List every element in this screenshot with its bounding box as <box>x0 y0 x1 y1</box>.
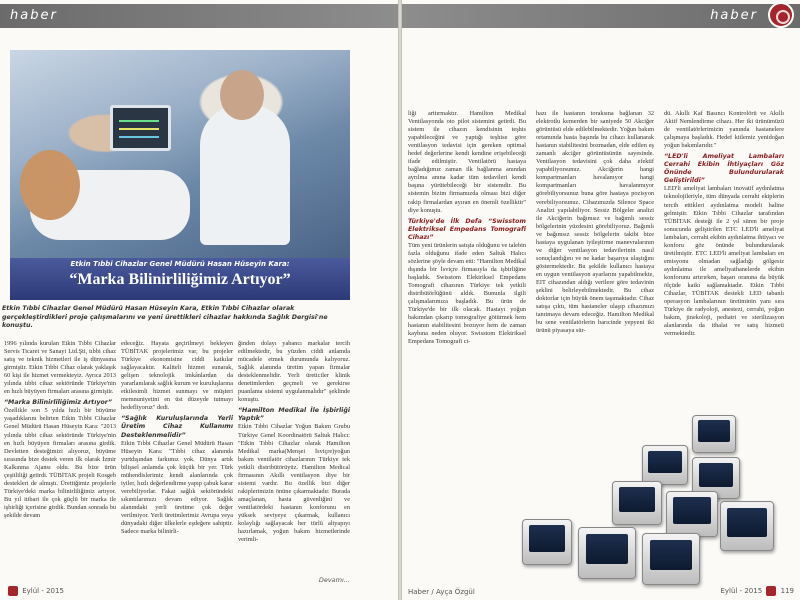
section-header-right <box>402 4 800 28</box>
paragraph: LED'li ameliyat lambaları inovatif aydınlatma teknolojileriyle, tüm dünyada cerrahi ekiplerin tercih ettikleri aydınlatma modeli haline gelmiştir. Etkin Tıbbi Cihazlar tarafından TÜBİTAK desteği ile 2 yıl süren bir proje sonucunda geliştirilen ETC LED'li ameliyat lambaları, cerrahi ekibin aydınlatma ihtiyacı ve konforu göz önünde bulundurularak üretilmiştir. ETC LED'li ameliyat lambaları en emisyonu olmadan sağladığı gölgesiz aydınlatma ile ameliyathanelerde ekibin konforunu artırırken, başarı oranına da büyük ölçüde katkı sağlamaktadır. Etkin Tıbbi Cihazlar, TÜBİTAK destekli LED tabanlı operasyon lambalarının üretiminin yanı sıra Türkiye de radyoloji, anestezi, cerrahi, yoğun bakım, jinekoloji, pediatri ve sterilizasyon alanlarında da ithalat ve satış hizmeti vermektedir. <box>664 185 784 338</box>
monitor-device <box>522 519 572 565</box>
nurse-figure <box>20 150 80 220</box>
page-marker-icon <box>766 586 776 596</box>
right-column-3 <box>664 110 784 338</box>
left-page <box>0 0 398 600</box>
monitor-device <box>720 501 774 551</box>
left-column-3 <box>238 340 350 544</box>
paragraph: Etkin Tıbbi Cihazlar Genel Müdürü Hasan Hüseyin Kara: "Tıbbi cihaz alanında yurtdışından farkımız yok. Dünya artık bilişsel anlamda çok küçük bir yer. Türk mühendislerimiz kendi alanlarında çok iyiler, hızlı değerlendirme yapıp çabuk karar verebiliyorlar. Fakat sağlık sektöründeki sıkıntılarımızı devam ediyor. Sağlık alanındaki yerli üretime çok değer verilmiyor. Yerli üretimlerimiz Avrupa veya dünyadaki diğer ülkelerle eşdeğere sahiptir. Sadece marka bilinirli- <box>121 439 233 536</box>
subheading: “Hamilton Medikal İle İşbirliği Yaptık” <box>238 407 350 423</box>
patient-monitor <box>110 105 171 151</box>
product-photo-monitors <box>502 415 782 585</box>
monitor-device <box>642 533 700 585</box>
banner-subtitle: Etkin Tıbbi Cihazlar Genel Müdürü Hasan Hüseyin Kara: <box>70 260 290 268</box>
doctor-head <box>220 70 264 120</box>
article-lede: Etkin Tıbbi Cihazlar Genel Müdürü Hasan Hüseyin Kara, Etkin Tıbbi Cihazlar olarak gerçekleştirdikleri proje çalışmalarını ve yeni ürettikleri cihazlar hakkında Sağlık Dergisi'ne konuştu. <box>2 305 328 329</box>
subheading: “LED'li Ameliyat Lambaları Cerrahi Ekibin İhtiyaçları Göz Önünde Bulundurularak Geliştirildi” <box>664 153 784 185</box>
right-page <box>402 0 800 600</box>
monitor-device <box>692 415 736 453</box>
paragraph: hazı ile hastanın toraksına bağlanan 32 elektrotlu kemerden bir saniyede 50 Akciğer görüntüsü elde edilebilmektedir. Yoğun bakım ortamında hasta başında bu cihazı kullanarak hastanın stabilitesini bozmadan, elde edilen eş zamanlı akciğer görüntüsünün sayesinde. Ventilasyon tedavisini çok daha efektif yapabiliyorsunuz. Akciğerin hangi kompartmanları havalanıyor hangi kompartmanları havalanmıyor görebiliyorsunuz buna göre hastaya pozisyon verebiliyorsunuz. Cihazımızda Silence Space Analizi yapılabiliyor. Sessiz Bölgeler analizi ile Akciğerin bağımsız ve bağımlı sessiz bölgelerinin yüzdesini görebiliyoruz. Bağımlı ve bağımsız sessiz bölgelerin takibi bize hastaya uygulanan iyileştirme manevralarının ve diğer ventilasyon tedavilerinin nasıl sonuçlandığını ve ne kadar başarıya ulaştığını göstermektedir. Bu şekilde kullanıcı hastaya en uygun ventilasyon ayarlarını yapabilmekte, EIT cihazından aldığı verilere göre tedavinin şeklini belirleyebilmektedir. Bu cihaz doktorlar için büyük önem taşımaktadır. Cihaz satışa çıktı, tüm hastaneler ulaşıp cihazımızı tanıtmaya devam edeceğiz. Hamilton Medikal bu sene ventilatörlerin barıcinde yepyeni iki ürünü piyasaya sür- <box>536 110 654 335</box>
byline: Haber / Ayça Özgül <box>408 588 475 596</box>
magazine-logo-icon <box>768 2 794 28</box>
doctor-figure <box>200 105 290 245</box>
continue-link[interactable]: Devamı... <box>318 576 350 584</box>
subheading: Türkiye'de İlk Defa “Swisstom Elektriksel Empedans Tomografi Cihazı” <box>408 217 526 241</box>
monitor-device <box>666 491 718 537</box>
article-title-banner <box>10 258 350 300</box>
article-title: “Marka Bilinirliliğimiz Artıyor” <box>69 271 291 288</box>
subheading: “Marka Bilinirliliğimiz Artıyor” <box>4 399 113 407</box>
paragraph: Etkin Tıbbi Cihazlar Yoğun Bakım Grubu Türkiye Genel Koordinatörü Saltuk Halıcı: "Etkin Tıbbi Cihazlar olarak Hamilton Medikal marka(Menşei İsviçre)yoğun bakım ventilatör cihazlarının Türkiye tek yetkili distribütörüyüz. Hamilton Medical firmasının Akıllı ventilasyon diye bir sistemi vardır. Bu özellik bizi diğer rakiplerimizin önüne çıkarmaktadır. Burada amaçlanan, hasta güvenliğini ve ventilatördeki hastanın konforunu en yüksek seviyeye çıkarmak, kullanıcı kolaylığı sağlayacak her türlü altyapıyı hazırlamak, yoğun bakım hizmetlerinde verimli- <box>238 423 350 544</box>
left-column-1 <box>4 340 116 520</box>
right-column-1 <box>408 110 526 346</box>
paragraph: Tüm yeni ürünlerin satışta olduğunu ve talebin fazla olduğunu ifade eden Saltuk Halıcı sözlerine şöyle devam etti: "Hamilton Medikal dışında bir İsviçre firmasıyla da işbirliğine başladık. Swisstom Elektriksel Empedans Tomografi cihazının Türkiye tek yetkili distribütörlüğünü aldık. Bununla ilgili çalışmalarımıza başladık. Bu ürün de Türkiye'de bir ilk olacak. Hastayı yoğun bakımdan çıkarıp tomografiye götürmek hem hastanın stabilitesini bozuyor hem de zaman kaybına neden oluyor. Swisstom Elektriksel Empedans Tomografi ci- <box>408 241 526 346</box>
left-column-2 <box>121 340 233 536</box>
paragraph: Özellikle son 5 yılda hızlı bir büyüme yaşadıklarını belirten Etkin Tıbbi Cihazlar Genel Müdürü Hasan Hüseyin Kara: "2013 yılında tıbbi cihaz sektöründe Türkiye'nin en hızlı büyüyen firmaları arasına girdik. Devletten desteğimizi alıyoruz, büyüme sırasında bize destek veren ilk olarak İzmir Kalkınma Ajansı oldu. Bu bize ürün çeşitliliği getirdi. TÜBİTAK projeli Kosgeb destekleri de almıştı. Ürettiğimiz projelerle Türkiye'deki marka bilinirliliğimiz artıyor. Bu yıl itibari ile çok güçlü bir marka ile işbirliği içerisine girdik. Bundan sonrada bu şekilde devam <box>4 407 116 519</box>
right-footer <box>720 586 794 596</box>
monitor-device <box>642 445 688 485</box>
paragraph: ğinden dolayı yabancı markalar tercih edilmektedir, bu yüzden ciddi anlamda mücadele etmek durumunda kalıyoruz. Sağlık alanında üretim yapan firmalar desteklenmelidir. Yerli üreticiler klinik denetimlerden geçmeli ve gerekirse puanlama sistemi uygulanmalıdır" şeklinde konuştu. <box>238 340 350 404</box>
monitor-device <box>578 527 636 579</box>
page-number: 119 <box>780 587 794 595</box>
paragraph: 1996 yılında kurulan Etkin Tıbbi Cihazlar Servis Ticaret ve Sanayi Ltd.Şti, tıbbi cihaz satış ve teknik hizmetleri ile iş dünyasına girmiştir. Etkin Tıbbi Cihaz olarak yaklaşık 60 kişi ile hizmet vermekteyiz. Ayrıca 2013 yılında tıbbi cihaz sektöründe Türkiye'nin en hızlı büyüyen firmaları arasına girmiştir. <box>4 340 116 396</box>
section-header-left <box>0 4 398 28</box>
page-marker-icon <box>8 586 18 596</box>
paragraph: liği arttırmaktır. Hamilton Medikal Ventilasyonda oto pilot sistemini getirdi. Bu sistem ile cihazın kendisinin teşhis yapabileceğini ve yaptığı teşhise göre ventilasyon tedavisi için gereken optimal hedef değerlerine kendi kendine erişebileceği ifade edilmiştir. Ventilatörü hastaya bağladığımız zaman ilk bağlanma anından ayrılma anına kadar tüm tedavileri kendi başına yürütebileceği bir sistemdir. Bu sistemin bizim firmamızda olması bizi diğer rakip firmalardan ayıran en önemli özelliktir" diye konuştu. <box>408 110 526 214</box>
monitor-device <box>612 481 662 525</box>
section-label-right: haber <box>710 8 758 23</box>
paragraph: dü. Akıllı Kaf Basıncı Kontrolörü ve Akıllı Aktif Nemlendirme cihazı. Her iki ürünümüzü de ventilatörlerimizin yanında hastanelere çalışmaya başladık. Hedef kitlemiz yenidoğan yoğun bakımlarıdır." <box>664 110 784 150</box>
subheading: “Sağlık Kuruluşlarında Yerli Üretim Cihaz Kullanımı Desteklenmelidir” <box>121 415 233 439</box>
issue-date: Eylül - 2015 <box>720 587 763 595</box>
left-footer <box>6 586 64 596</box>
issue-date: Eylül - 2015 <box>22 587 64 595</box>
section-label-left: haber <box>10 8 58 23</box>
right-column-2 <box>536 110 654 335</box>
paragraph: edeceğiz. Hayata geçirilmeyi bekleyen TÜBİTAK projelerimiz var, bu projeler Türkiye ekonomisine ciddi katkılar sağlayacaktır. Kaliteli hizmet sunarak, gelişen teknolojik imkânlardan da yararlanılarak sağlık kurum ve kuruluşlarına etkilesimli hizmet sunmayı ve müşteri memnuniyetini en üst düzeyde tutmayı hedefliyoruz" dedi. <box>121 340 233 412</box>
hero-photo-icu <box>10 50 350 258</box>
